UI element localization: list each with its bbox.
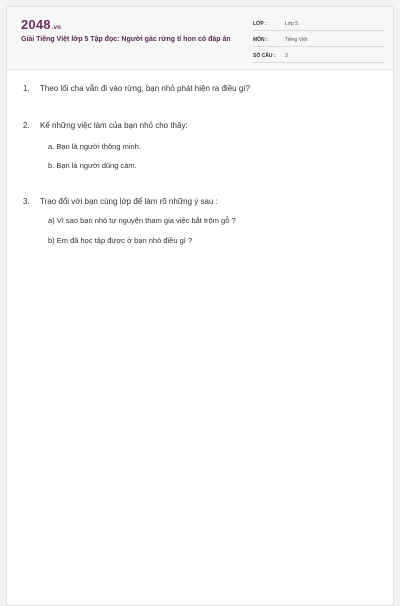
question-number: 3. — [23, 197, 30, 206]
meta-subject-row — [253, 33, 383, 47]
document-title: Giải Tiếng Việt lớp 5 Tập đọc: Người gác rừng tí hon có đáp án — [21, 36, 231, 43]
question-3-option-b: b) Em đã học tập được ở bạn nhỏ điều gì ? — [48, 236, 193, 245]
meta-class-row — [253, 17, 383, 31]
question-text: Trao đổi với bạn cùng lớp để làm rõ những ý sau : — [40, 197, 218, 206]
question-2-option-a: a. Bạn là người thông minh. — [48, 142, 141, 151]
question-3-option-a: a) Vì sao bạn nhỏ tự nguyện tham gia việc bắt trộm gỗ ? — [48, 216, 236, 225]
meta-subject-label: MÔN : — [253, 37, 268, 43]
meta-count-label: SỐ CÂU : — [253, 53, 276, 59]
logo-domain-text: .vn — [51, 25, 62, 31]
worksheet-page — [6, 6, 394, 606]
question-text: Theo lối cha vẫn đi vào rừng, bạn nhỏ phát hiện ra điều gì? — [40, 84, 250, 93]
meta-count-row — [253, 49, 383, 63]
metadata-panel — [253, 17, 383, 65]
page-header — [7, 7, 393, 70]
meta-subject-value: Tiếng Việt — [285, 37, 308, 43]
logo-main-text: 2048 — [21, 17, 51, 32]
question-number: 2. — [23, 121, 30, 130]
question-number: 1. — [23, 84, 30, 93]
meta-count-value: 3 — [285, 53, 288, 59]
question-2-option-b: b. Bạn là người dũng cảm. — [48, 161, 137, 170]
question-text: Kể những việc làm của bạn nhỏ cho thấy: — [40, 121, 188, 130]
meta-class-value: Lớp 5 — [285, 21, 299, 27]
site-logo[interactable] — [21, 17, 61, 32]
meta-class-label: LỚP : — [253, 21, 267, 27]
